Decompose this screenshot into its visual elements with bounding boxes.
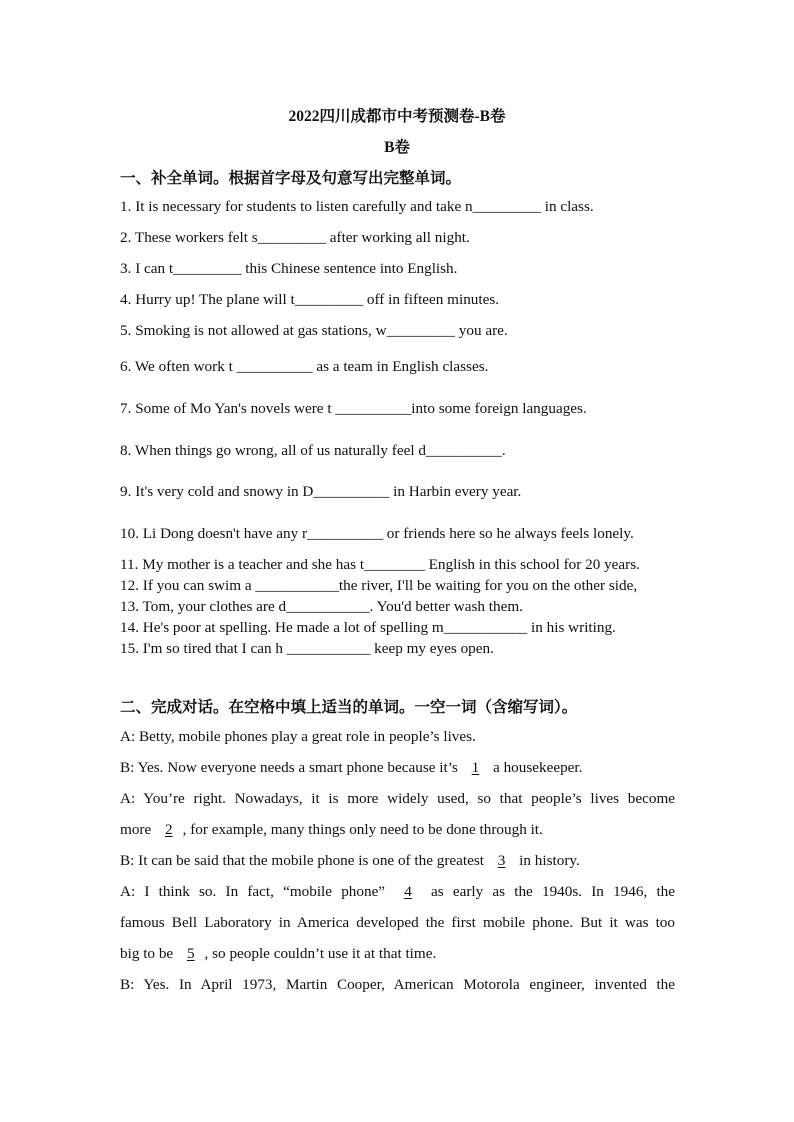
dialog-line-1 (120, 728, 675, 746)
dialog-line-4 (120, 821, 675, 839)
dialog-text: more (120, 821, 156, 838)
question-5: 5. Smoking is not allowed at gas stations, w_________ you are. (120, 322, 508, 339)
question-12: 12. If you can swim a ___________the river, I'll be waiting for you on the other side, (120, 577, 638, 594)
blank-4[interactable]: 4 (404, 883, 412, 900)
blank-1[interactable]: 1 (471, 759, 480, 776)
dialog-text: B: Yes. Now everyone needs a smart phone because it’s (120, 759, 462, 776)
page-subtitle: B卷 (384, 139, 410, 156)
dialog-text: as early as the 1940s. In 1946, the (421, 883, 675, 900)
dialog-text: , so people couldn’t use it at that time. (204, 945, 437, 962)
question-2: 2. These workers felt s_________ after working all night. (120, 229, 470, 246)
dialog-line-5 (120, 852, 675, 870)
dialog-line-9 (120, 976, 675, 994)
question-10: 10. Li Dong doesn't have any r__________ or friends here so he always feels lonely. (120, 525, 634, 542)
dialog-text: A: I think so. In fact, “mobile phone” (120, 883, 395, 900)
dialog-line-2 (120, 759, 675, 777)
dialog-text: A: Betty, mobile phones play a great role in people’s lives. (120, 728, 476, 745)
question-8: 8. When things go wrong, all of us naturally feel d__________. (120, 442, 506, 459)
blank-3[interactable]: 3 (497, 852, 506, 869)
dialog-text: big to be (120, 945, 177, 962)
question-15: 15. I'm so tired that I can h ___________ keep my eyes open. (120, 640, 494, 657)
dialog-text: a housekeeper. (489, 759, 583, 776)
dialog-text: B: Yes. In April 1973, Martin Cooper, American Motorola engineer, invented the (120, 976, 675, 993)
dialog-text: A: You’re right. Nowadays, it is more widely used, so that people’s lives become (120, 790, 675, 807)
question-1: 1. It is necessary for students to listen carefully and take n_________ in class. (120, 198, 594, 215)
dialog-text: B: It can be said that the mobile phone is one of the greatest (120, 852, 488, 869)
dialog-text: in history. (515, 852, 580, 869)
section1-heading: 一、补全单词。根据首字母及句意写出完整单词。 (120, 169, 462, 187)
blank-2[interactable]: 2 (165, 821, 173, 838)
dialog-line-7 (120, 914, 675, 932)
question-14: 14. He's poor at spelling. He made a lot of spelling m___________ in his writing. (120, 619, 616, 636)
page-title: 2022四川成都市中考预测卷-B卷 (288, 108, 506, 125)
question-3: 3. I can t_________ this Chinese sentence into English. (120, 260, 458, 277)
dialog-line-3 (120, 790, 675, 808)
dialog-line-6 (120, 883, 675, 901)
question-11: 11. My mother is a teacher and she has t________ English in this school for 20 years. (120, 556, 640, 573)
question-13: 13. Tom, your clothes are d___________. You'd better wash them. (120, 598, 523, 615)
question-7: 7. Some of Mo Yan's novels were t __________into some foreign languages. (120, 400, 587, 417)
question-6: 6. We often work t __________ as a team in English classes. (120, 358, 489, 375)
blank-5[interactable]: 5 (186, 945, 195, 962)
section2-heading: 二、完成对话。在空格中填上适当的单词。一空一词（含缩写词）。 (120, 698, 578, 716)
question-9: 9. It's very cold and snowy in D__________ in Harbin every year. (120, 483, 522, 500)
dialog-line-8 (120, 945, 675, 963)
dialog-text: famous Bell Laboratory in America developed the first mobile phone. But it was too (120, 914, 675, 931)
question-4: 4. Hurry up! The plane will t_________ off in fifteen minutes. (120, 291, 500, 308)
dialog-text: , for example, many things only need to be done through it. (182, 821, 543, 838)
